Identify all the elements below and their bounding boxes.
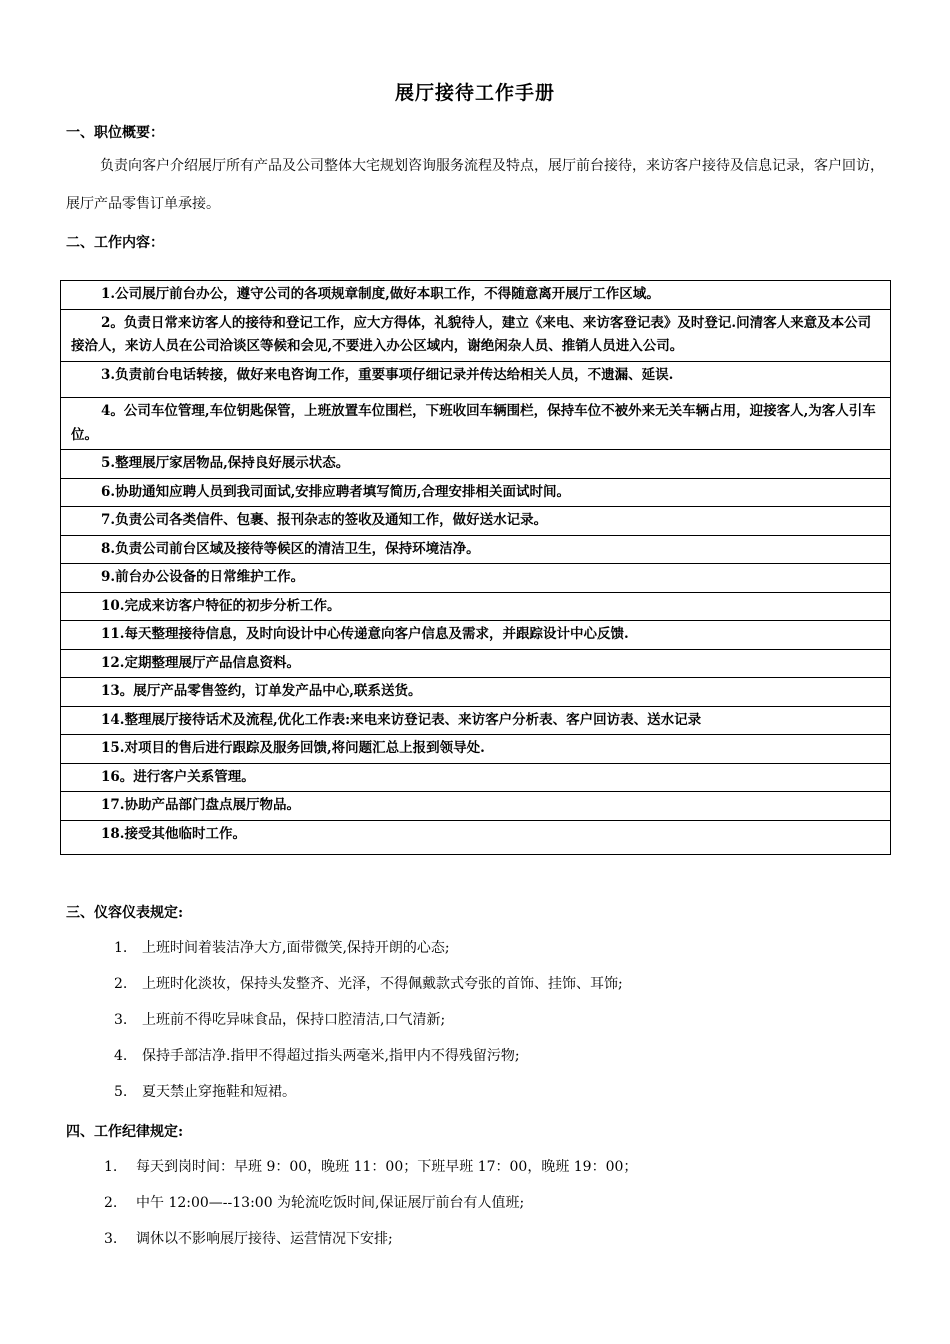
duty-cell: 12.定期整理展厅产品信息资料。	[61, 649, 891, 678]
list-item	[114, 1046, 623, 1082]
duty-cell: 6.协助通知应聘人员到我司面试,安排应聘者填写简历,合理安排相关面试时间。	[61, 478, 891, 507]
table-row	[61, 281, 891, 310]
duty-cell: 3.负责前台电话转接，做好来电咨询工作，重要事项仔细记录并传达给相关人员，不遗漏、延误.	[61, 361, 891, 398]
list-item-text: 上班时化淡妆，保持头发整齐、光泽，不得佩戴款式夸张的首饰、挂饰、耳饰;	[142, 976, 623, 992]
list-item-number: 2.	[104, 1195, 118, 1211]
list-item-number: 4.	[114, 1048, 128, 1064]
duty-cell: 8.负责公司前台区域及接待等候区的清洁卫生，保持环境洁净。	[61, 535, 891, 564]
duty-cell: 10.完成来访客户特征的初步分析工作。	[61, 592, 891, 621]
table-row	[61, 706, 891, 735]
duty-cell: 17.协助产品部门盘点展厅物品。	[61, 792, 891, 821]
list-item	[104, 1229, 637, 1265]
table-row	[61, 478, 891, 507]
section-heading-appearance-rules: 三、仪容仪表规定:	[66, 905, 184, 921]
list-item	[104, 1157, 637, 1193]
table-row	[61, 792, 891, 821]
list-item-text: 中午 12:00—--13:00 为轮流吃饭时间,保证展厅前台有人值班;	[136, 1195, 525, 1211]
list-item-number: 2.	[114, 976, 128, 992]
duties-table	[60, 280, 891, 855]
table-row	[61, 678, 891, 707]
discipline-rules-list	[104, 1157, 637, 1265]
list-item	[114, 938, 623, 974]
list-item-text: 调休以不影响展厅接待、运营情况下安排;	[136, 1231, 393, 1247]
section-heading-work-content: 二、工作内容：	[66, 235, 164, 251]
duty-cell: 1.公司展厅前台办公，遵守公司的各项规章制度,做好本职工作，不得随意离开展厅工作区域。	[61, 281, 891, 310]
list-item-text: 夏天禁止穿拖鞋和短裙。	[142, 1084, 296, 1100]
duty-cell: 9.前台办公设备的日常维护工作。	[61, 564, 891, 593]
table-row	[61, 763, 891, 792]
duty-cell: 16。进行客户关系管理。	[61, 763, 891, 792]
list-item-number: 5.	[114, 1084, 128, 1100]
table-row	[61, 361, 891, 398]
list-item-number: 1.	[104, 1159, 118, 1175]
duty-cell: 18.接受其他临时工作。	[61, 820, 891, 855]
table-row	[61, 820, 891, 855]
duty-cell: 2。负责日常来访客人的接待和登记工作，应大方得体，礼貌待人，建立《来电、来访客登记表》及时登记.问清客人来意及本公司接洽人，来访人员在公司洽谈区等候和会见,不要进入办公区域内，谢绝闲杂人员、推销人员进入公司。	[61, 309, 891, 361]
list-item-text: 保持手部洁净.指甲不得超过指头两毫米,指甲内不得残留污物;	[142, 1048, 520, 1064]
table-row	[61, 309, 891, 361]
section-heading-discipline-rules: 四、工作纪律规定:	[66, 1124, 184, 1140]
table-row	[61, 398, 891, 450]
duty-cell: 14.整理展厅接待话术及流程,优化工作表:来电来访登记表、来访客户分析表、客户回访表、送水记录	[61, 706, 891, 735]
table-row	[61, 535, 891, 564]
table-row	[61, 507, 891, 536]
table-row	[61, 649, 891, 678]
duty-cell: 15.对项目的售后进行跟踪及服务回馈,将问题汇总上报到领导处.	[61, 735, 891, 764]
table-row	[61, 621, 891, 650]
list-item	[104, 1193, 637, 1229]
list-item-text: 上班时间着装洁净大方,面带微笑,保持开朗的心态;	[142, 940, 450, 956]
appearance-rules-list	[114, 938, 623, 1118]
duty-cell: 7.负责公司各类信件、包裹、报刊杂志的签收及通知工作，做好送水记录。	[61, 507, 891, 536]
table-row	[61, 450, 891, 479]
duty-cell: 13。展厅产品零售签约，订单发产品中心,联系送货。	[61, 678, 891, 707]
table-row	[61, 592, 891, 621]
position-summary-paragraph: 负责向客户介绍展厅所有产品及公司整体大宅规划咨询服务流程及特点，展厅前台接待，来访客户接待及信息记录，客户回访，展厅产品零售订单承接。	[66, 158, 884, 212]
list-item	[114, 974, 623, 1010]
list-item	[114, 1082, 623, 1118]
list-item-text: 上班前不得吃异味食品，保持口腔清洁,口气清新;	[142, 1012, 446, 1028]
list-item-number: 3.	[104, 1231, 118, 1247]
section-heading-position-summary: 一、职位概要：	[66, 125, 164, 141]
duty-cell: 4。公司车位管理,车位钥匙保管，上班放置车位围栏，下班收回车辆围栏，保持车位不被外来无关车辆占用，迎接客人,为客人引车位。	[61, 398, 891, 450]
list-item-text: 每天到岗时间：早班 9：00，晚班 11：00；下班早班 17：00，晚班 19：00；	[136, 1159, 638, 1175]
duty-cell: 11.每天整理接待信息，及时向设计中心传递意向客户信息及需求，并跟踪设计中心反馈.	[61, 621, 891, 650]
table-row	[61, 735, 891, 764]
duty-cell: 5.整理展厅家居物品,保持良好展示状态。	[61, 450, 891, 479]
list-item-number: 3.	[114, 1012, 128, 1028]
list-item-number: 1.	[114, 940, 128, 956]
table-row	[61, 564, 891, 593]
list-item	[114, 1010, 623, 1046]
document-title: 展厅接待工作手册	[394, 82, 555, 104]
